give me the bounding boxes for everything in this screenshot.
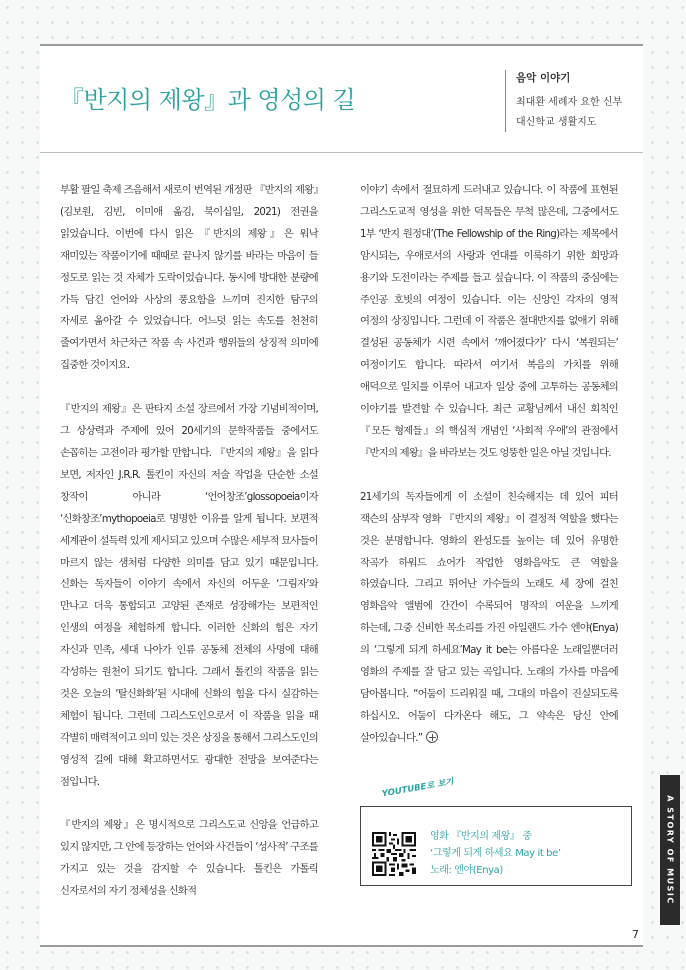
end-mark-icon (426, 731, 438, 743)
body-column-left (60, 180, 318, 925)
youtube-line: 영화 『반지의 제왕』 중 (430, 831, 532, 842)
youtube-line: ‘그렇게 되게 하세요 May it be’ (430, 848, 561, 859)
byline-block (505, 70, 622, 132)
header-divider (40, 152, 643, 153)
paragraph: 이야기 속에서 절묘하게 드러내고 있습니다. 이 작품에 표현된 그리스도교적 영성을 위한 덕목들은 무척 많은데, 그중에서도 1부 ‘반지 원정대’(The Fellowship of the Ring)라는 제목에서 암시되는, 우애로서의 사랑과 연대를 이룩하기 위한 희망과 용기와 도전이라는 주제를 들고 싶습니다. 이 작품의 중심에는 주인공 호빗의 여정이 있습니다. 이는 신앙인 각자의 영적 여정의 상징입니다. 그런데 이 작품은 절대반지를 없애기 위해 결성된 공동체가 시련 속에서 ‘깨어졌다가’ 다시 ‘복원되는’ 여정이기도 합니다. 따라서 여기서 복음의 가치를 위해 애덕으로 일치를 이루어 내고자 일상 중에 고투하는 공동체의 이야기를 발견할 수 있습니다. 최근 교황님께서 내신 회칙인 『모든 형제들』의 핵심적 개념인 ‘사회적 우애’의 관점에서 『반지의 제왕』을 바라보는 것도 엉뚱한 일은 아닐 것입니다. (360, 184, 618, 459)
youtube-line: 노래: 엔야(Enya) (430, 865, 503, 876)
body-column-right (360, 180, 618, 772)
author-affiliation: 대신학교 생활지도 (516, 117, 597, 128)
article-title: 『반지의 제왕』과 영성의 길 (60, 86, 356, 114)
qr-code-icon[interactable] (372, 832, 416, 876)
page-number: 7 (632, 928, 639, 941)
paragraph: 『반지의 제왕』은 판타지 소설 장르에서 가장 기념비적이며, 그 상상력과 주제에 있어 20세기의 문학작품들 중에서도 손꼽히는 고전이라 평가할 만합니다. 『반지의 제왕』을 읽다 보면, 저자인 J.R.R. 톨킨이 자신의 저술 작업을 단순한 소설 창작이 아니라 ‘언어창조’glossopoeia이자 ‘신화창조’mythopoeia로 명명한 이유를 알게 됩니다. 보편적 세계관이 설득력 있게 제시되고 있으며 수많은 세부적 묘사들이 마르지 않는 샘처럼 다양한 의미를 담고 있기 때문입니다. 신화는 독자들이 이야기 속에서 자신의 어두운 ‘그림자’와 만나고 더욱 통합되고 고양된 존재로 성장해가는 보편적인 인생의 여정을 체험하게 합니다. 이러한 신화의 힘은 자기 자신과 민족, 세대 나아가 인류 공동체 전체의 사명에 대해 각성하는 원천이 되기도 합니다. 그래서 톨킨의 작품을 읽는 것은 오늘의 ‘탈신화화’된 시대에 신화의 힘을 다시 실감하는 체험이 됩니다. 그런데 그리스도인으로서 이 작품을 읽을 때 각별히 매력적이고 의미 있는 것은 상징을 통해서 그리스도인의 영성적 길에 대해 확고하면서도 광대한 전망을 보여준다는 점입니다. (60, 403, 318, 788)
youtube-caption (430, 828, 561, 879)
author-name: 최대환 세례자 요한 신부 (516, 97, 623, 108)
paragraph-text: 21세기의 독자들에게 이 소설이 친숙해지는 데 있어 피터 잭슨의 삼부작 영화 『반지의 제왕』이 결정적 역할을 했다는 것은 분명합니다. 영화의 완성도를 높이는 데 있어 유명한 작곡가 하워드 쇼어가 작업한 영화음악도 큰 역할을 하였습니다. 그리고 뛰어난 가수들의 노래도 세 장에 걸친 영화음악 앨범에 간간이 수록되어 명작의 여운을 느끼게 하는데, 그중 신비한 목소리를 가진 아일랜드 가수 엔야(Enya)의 ‘그렇게 되게 하세요’May it be는 아름다운 노래일뿐더러 영화의 주제를 잘 담고 있는 곡입니다. 노래의 가사를 마음에 담아봅니다. “어둠이 드리워질 때, 그대의 마음이 진실되도록 하십시오. 어둠이 다가온다 해도, 그 약속은 당신 안에 살아있습니다.” (360, 490, 618, 744)
paragraph: 『반지의 제왕』은 명시적으로 그리스도교 신앙을 언급하고 있지 않지만, 그 안에 등장하는 언어와 사건들이 ‘성사적’ 구조를 가지고 있는 것을 감지할 수 있습니다. 톨킨은 가톨릭 신자로서의 자기 정체성을 신화적 (60, 819, 318, 898)
column-category: 음악 이야기 (516, 72, 571, 84)
top-rule (40, 44, 643, 46)
bottom-rule (40, 945, 643, 947)
paragraph (360, 487, 618, 750)
paragraph: 부활 팔일 축제 즈음해서 새로이 번역된 개정판 『반지의 제왕』(김보원, 김빈, 이미애 옮김, 북이십일, 2021) 전권을 읽었습니다. 이번에 다시 읽은 『반지의 제왕』은 워낙 재미있는 작품이기에 때때로 끝나지 않기를 바라는 마음이 들 정도로 읽는 것 자체가 도락이었습니다. 동시에 방대한 분량에 가득 담긴 언어와 사상의 풍요함을 느끼며 진지한 탐구의 자세로 옮아갈 수 있었습니다. 어느덧 읽는 속도를 천천히 줄여가면서 차근차근 작품 속 사건과 행위들의 상징적 의미에 집중한 것이지요. (60, 184, 318, 372)
section-side-label: A STORY OF MUSIC (665, 795, 675, 905)
youtube-tag: YOUTUBE로 보기 (378, 775, 457, 800)
